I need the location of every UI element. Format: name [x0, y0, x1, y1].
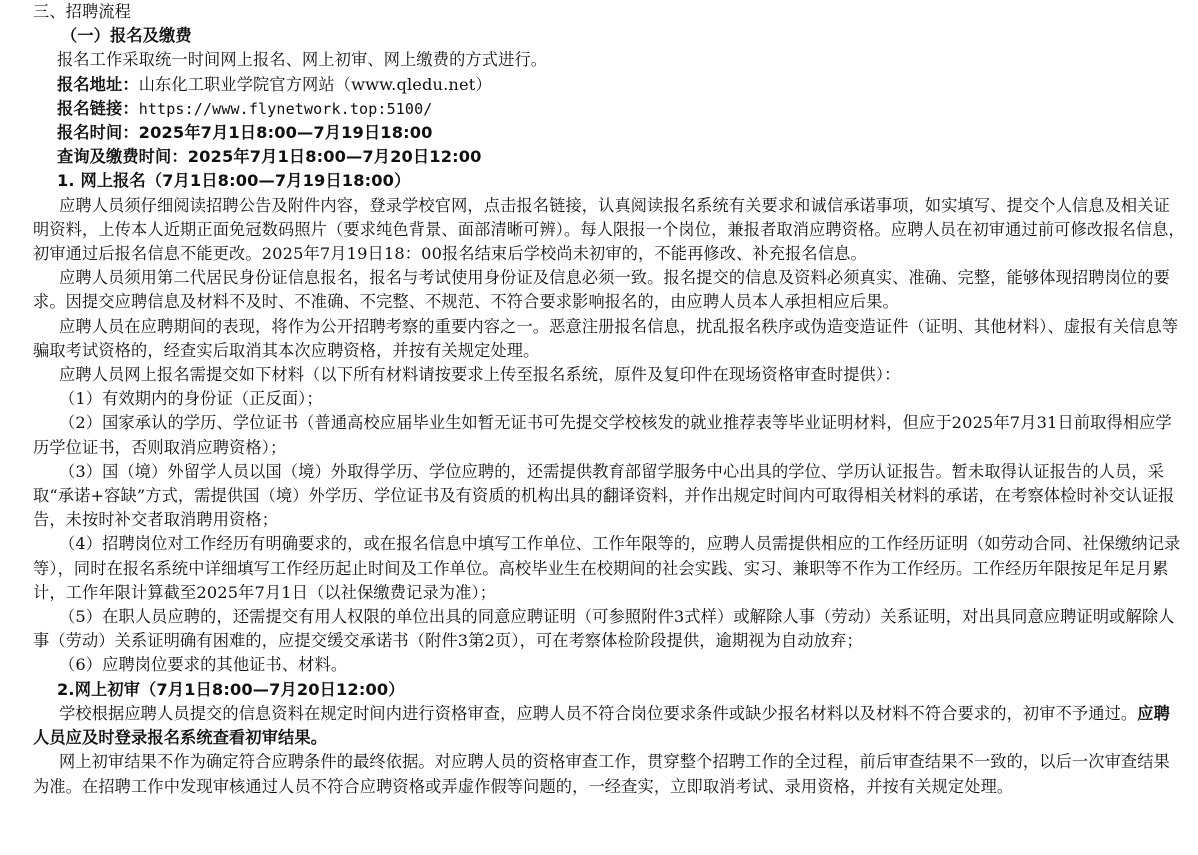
step2-emphasis: 应聘人员应及时登录报名系统查看初审结果。	[33, 703, 1170, 748]
step1-paragraph: 应聘人员网上报名需提交如下材料（以下所有材料请按要求上传至报名系统，原件及复印件在现场资格审查时提供）：	[59, 365, 901, 385]
material-item: （2）国家承认的学历、学位证书（普通高校应届毕业生如暂无证书可先提交学校核发的就业推荐表等毕业证明材料，但应于2025年7月31日前取得相应学历学位证书，否则取消应聘资格）；	[33, 413, 1172, 457]
material-item: （1）有效期内的身份证（正反面）；	[59, 389, 323, 409]
subsection-title: （一）报名及缴费	[61, 26, 192, 46]
registration-address	[33, 73, 1186, 97]
registration-url[interactable]: https://www.flynetwork.top:5100/	[138, 99, 433, 118]
step2-paragraph: 网上初审结果不作为确定符合应聘条件的最终依据。对应聘人员的资格审查工作，贯穿整个招聘工作的全过程，前后审查结果不一致的，以后一次审查结果为准。在招聘工作中发现审核通过人员不符合应聘资格或弄虚作假等问题的，一经查实，立即取消考试、录用资格，并按有关规定处理。	[33, 752, 1170, 796]
step1-paragraph: 应聘人员在应聘期间的表现，将作为公开招聘考察的重要内容之一。恶意注册报名信息，扰乱报名秩序或伪造变造证件（证明、其他材料）、虚报有关信息等骗取考试资格的，经查实后取消其本次应聘资格，并按有关规定处理。	[33, 316, 1179, 360]
material-item: （6）应聘岗位要求的其他证书、材料。	[59, 655, 348, 675]
step2-text: 学校根据应聘人员提交的信息资料在规定时间内进行资格审查，应聘人员不符合岗位要求条件或缺少报名材料以及材料不符合要求的，初审不予通过。	[59, 703, 1138, 723]
link-label: 报名链接：	[57, 98, 139, 118]
material-item: （3）国（境）外留学人员以国（境）外取得学历、学位应聘的，还需提供教育部留学服务中心出具的学位、学历认证报告。暂未取得认证报告的人员，采取“承诺+容缺”方式，需提供国（境）外学历、学位证书及有资质的机构出具的翻译资料，并作出规定时间内可取得相关材料的承诺，在考察体检时补交认证报告，未按时补交者取消聘用资格；	[33, 461, 1175, 530]
step2-title: 2.网上初审（7月1日8:00—7月20日12:00）	[57, 679, 405, 699]
section-title: 三、招聘流程	[33, 2, 132, 21]
step1-paragraph: 应聘人员须仔细阅读招聘公告及附件内容，登录学校官网，点击报名链接，认真阅读报名系统有关要求和诚信承诺事项，如实填写、提交个人信息及相关证明资料，上传本人近期正面免冠数码照片（要求纯色背景、面部清晰可辨）。每人限报一个岗位，兼报者取消应聘资格。应聘人员在初审通过前可修改报名信息，初审通过后报名信息不能更改。2025年7月19日18：00报名结束后学校尚未初审的，不能再修改、补充报名信息。	[33, 195, 1185, 264]
address-label: 报名地址：	[57, 74, 139, 94]
intro-paragraph: 报名工作采取统一时间网上报名、网上初审、网上缴费的方式进行。	[57, 50, 548, 70]
material-item: （4）招聘岗位对工作经历有明确要求的，或在报名信息中填写工作单位、工作年限等的，应聘人员需提供相应的工作经历证明（如劳动合同、社保缴纳记录等），同时在报名系统中详细填写工作经历起止时间及工作单位。高校毕业生在校期间的社会实践、实习、兼职等不作为工作经历。工作经历年限按足年足月累计，工作年限计算截至2025年7月1日（以社保缴费记录为准）；	[33, 534, 1181, 602]
registration-time: 报名时间：2025年7月1日8:00—7月19日18:00	[57, 123, 433, 143]
material-item: （5）在职人员应聘的，还需提交有用人权限的单位出具的同意应聘证明（可参照附件3式样）或解除人事（劳动）关系证明，对出具同意应聘证明或解除人事（劳动）关系证明确有困难的，应提交缓交承诺书（附件3第2页），可在考察体检阶段提供，逾期视为自动放弃；	[33, 607, 1175, 651]
step1-paragraph: 应聘人员须用第二代居民身份证信息报名，报名与考试使用身份证及信息必须一致。报名提交的信息及资料必须真实、准确、完整，能够体现招聘岗位的要求。因提交应聘信息及材料不及时、不准确、不完整、不规范、不符合要求影响报名的，由应聘人员本人承担相应后果。	[33, 268, 1170, 312]
address-value: 山东化工职业学院官方网站（www.qledu.net）	[138, 74, 492, 94]
step1-title: 1. 网上报名（7月1日8:00—7月19日18:00）	[57, 171, 411, 191]
query-payment-time: 查询及缴费时间：2025年7月1日8:00—7月20日12:00	[57, 147, 482, 167]
step2-paragraph	[33, 702, 1186, 750]
registration-link	[33, 97, 1186, 121]
